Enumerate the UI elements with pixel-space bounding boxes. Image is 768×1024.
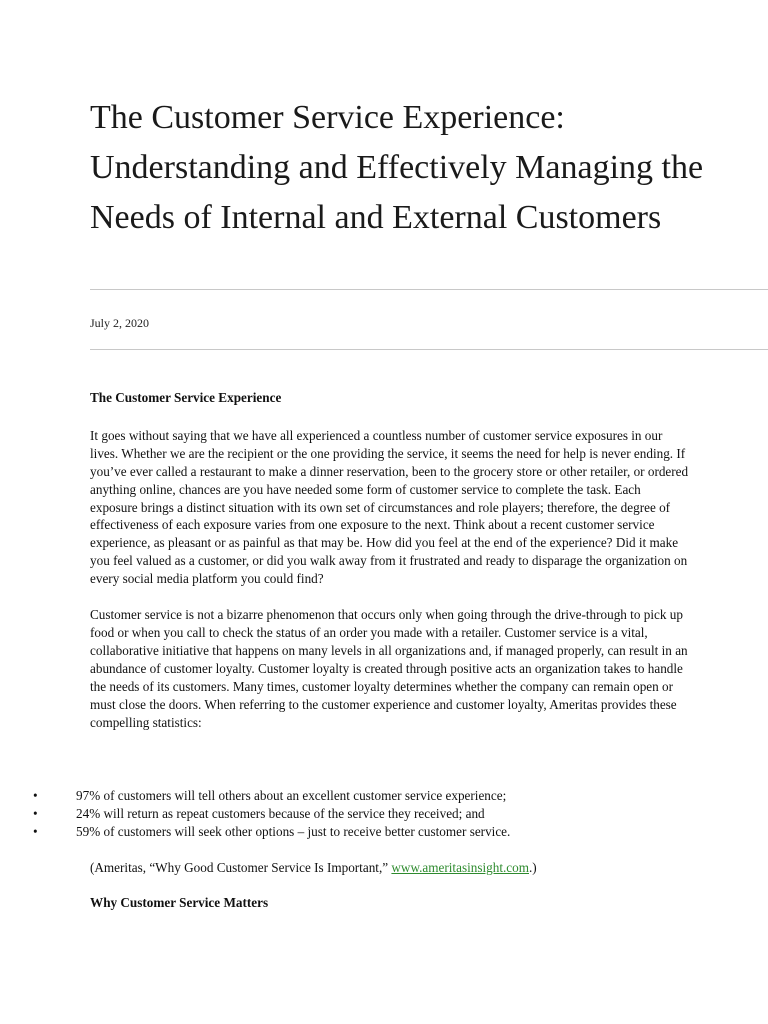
citation-link[interactable]: www.ameritasinsight.com: [391, 860, 529, 875]
stat-text: 24% will return as repeat customers because of the service they received; and: [76, 806, 485, 821]
citation-prefix: (Ameritas, “Why Good Customer Service Is Important,”: [90, 860, 392, 875]
list-item: [0, 805, 700, 823]
customer-service-paragraph: Customer service is not a bizarre phenomenon that occurs only when going through the drive-through to pick up food or when you call to check the status of an order you made with a retailer. Customer service is a vital, collaborative initiative that happens on many levels in all organizations and, if managed properly, can result in an abundance of customer loyalty. Customer loyalty is created through positive acts an organization takes to handle the needs of its customers. Many times, customer loyalty determines whether the company can remain open or must close the doors. When referring to the customer experience and customer loyalty, Ameritas provides these compelling statistics:: [90, 607, 688, 730]
intro-paragraph: It goes without saying that we have all experienced a countless number of customer service exposures in our lives. Whether we are the recipient or the one providing the service, it seems the need for help is never ending. If you’ve ever called a restaurant to make a dinner reservation, been to the grocery store or other retailer, or ordered anything online, chances are you have needed some form of customer service to complete the task. Each exposure brings a distinct situation with its own set of circumstances and role players; therefore, the degree of effectiveness of each exposure varies from one exposure to the next. Think about a recent customer service experience, as pleasant or as painful as that may be. How did you feel at the end of the experience? Did it make you feel valued as a customer, or did you walk away from it frustrated and ready to disparage the organization on every social media platform you could find?: [90, 427, 689, 587]
article-title: The Customer Service Experience: Understanding and Effectively Managing the Needs of Internal and External Customers: [90, 99, 704, 236]
title-divider: [90, 289, 768, 290]
statistics-list: [0, 787, 700, 841]
citation: [90, 859, 537, 877]
article-body: [90, 389, 690, 731]
section-heading: The Customer Service Experience: [90, 390, 282, 405]
bullet-icon: •: [33, 806, 38, 821]
bullet-icon: •: [33, 788, 38, 803]
stat-text: 97% of customers will tell others about an excellent customer service experience;: [76, 788, 507, 803]
stat-text: 59% of customers will seek other options – just to receive better customer service.: [76, 824, 511, 839]
bullet-icon: •: [33, 824, 38, 839]
section-subheading: Why Customer Service Matters: [90, 895, 269, 910]
list-item: [0, 823, 700, 841]
publish-date: July 2, 2020: [90, 316, 150, 330]
citation-suffix: .): [529, 860, 537, 875]
list-item: [0, 787, 700, 805]
date-divider: [90, 349, 768, 350]
